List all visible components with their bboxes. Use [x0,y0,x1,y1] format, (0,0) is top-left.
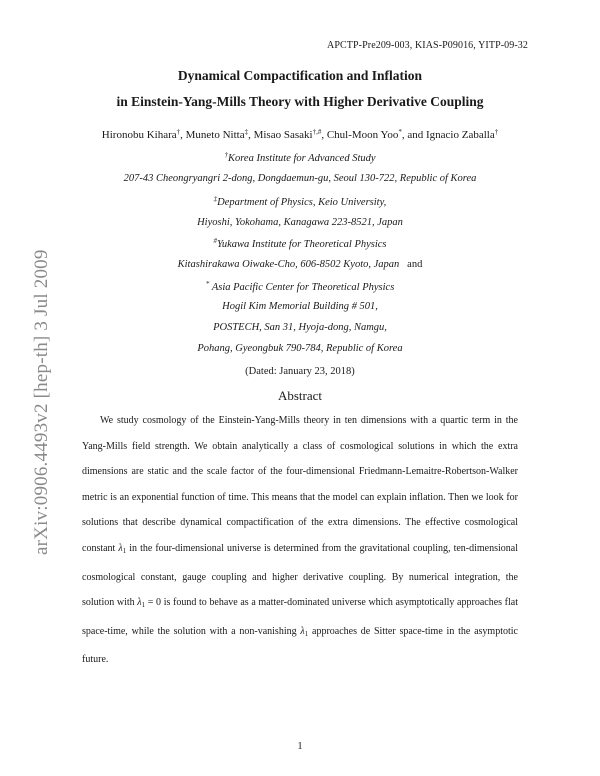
report-number: APCTP-Pre209-003, KIAS-P09016, YITP-09-32 [327,40,528,51]
math-subscript: 1 [122,546,127,555]
affiliation-conjunction: and [407,259,423,270]
abstract-heading: Abstract [277,388,323,403]
author-list [40,128,560,141]
affiliation-text: Department of Physics, Keio University, [217,197,387,208]
author-name: Muneto Nitta [185,129,245,141]
author-affiliation-mark: † [176,128,181,136]
abstract-text: We study cosmology of the Einstein-Yang-Mills theory in ten dimensions with a quartic term in the Yang-Mills field strength. We obtain analytically a class of cosmological solutions in which the extra dimensions are static and the scale factor of the four-dimensional Friedmann-Lemaitre-Robertson-Walker metric is an exponential function of time. This means that the model can explain inflation. Then we look for solutions that describe dynamical compactification of the extra dimensions. The effective cosmological constant [82,415,518,554]
math-subscript: 1 [304,629,309,638]
math-symbol: λ [137,597,142,609]
date-line: (Dated: January 23, 2018) [245,366,355,377]
affiliation-line [60,217,540,228]
math-subscript: 1 [141,601,146,610]
affiliation-line [60,173,540,184]
paper-title-line-2: in Einstein-Yang-Mills Theory with Higher Derivative Coupling [116,94,484,109]
abstract-text: in the four-dimensional universe is determined from the gravitational coupling, ten-dimensional cosmological constant, gauge coupling and higher derivative coupling. By numerical integration, the solution with [82,542,519,609]
affiliation-text: Korea Institute for Advanced Study [227,153,376,164]
affiliation-text: POSTECH, San 31, Hyoja-dong, Namgu, [213,322,387,333]
arxiv-identifier-stamp[interactable]: arXiv:0906.4493v2 [hep-th] 3 Jul 2009 [31,249,52,555]
author-name: Misao Sasaki [253,129,313,141]
page-number: 1 [297,741,303,752]
math-lambda [137,597,145,608]
affiliation-text: 207-43 Cheongryangri 2-dong, Dongdaemun-gu, Seoul 130-722, Republic of Korea [123,173,477,184]
affiliation-line [60,195,540,208]
affiliation-mark: ‡ [213,195,218,203]
affiliation-mark: # [213,237,217,245]
affiliation-text: Hiyoshi, Yokohama, Kanagawa 223-8521, Japan [197,217,403,228]
author-name: Hironobu Kihara [101,129,177,141]
math-symbol: λ [118,542,123,554]
author-name: Ignacio Zaballa [426,129,495,141]
author-affiliation-mark: †,# [312,128,322,136]
affiliation-line [60,301,540,312]
affiliation-line [60,237,540,250]
affiliation-text: Yukawa Institute for Theoretical Physics [216,239,387,250]
abstract-body [82,408,518,673]
affiliation-text: Kitashirakawa Oiwake-Cho, 606-8502 Kyoto, Japan [177,259,400,270]
abstract-text: = 0 is found to behave as a matter-dominated universe which asymptotically approaches flat space-time, while the solution with a non-vanishing [82,597,518,637]
author-separator: , [248,129,254,141]
affiliation-line [60,322,540,333]
author-affiliation-mark: † [494,128,499,136]
paper-title-line-1: Dynamical Compactification and Inflation [177,68,423,83]
author-separator: , [321,129,327,141]
author-name: Chul-Moon Yoo [326,129,399,141]
affiliation-text: Hogil Kim Memorial Building # 501, [222,301,378,312]
affiliation-text: Asia Pacific Center for Theoretical Physics [211,282,395,293]
abstract-text: approaches de Sitter space-time in the asymptotic future. [82,625,518,666]
affiliation-mark: † [224,151,228,159]
affiliation-line [60,343,540,354]
author-separator: , [180,129,186,141]
author-separator: , and [401,129,426,141]
math-symbol: λ [300,625,305,637]
affiliation-line [60,259,540,270]
affiliation-text: Pohang, Gyeongbuk 790-784, Republic of Korea [197,343,403,354]
affiliation-line [60,151,540,164]
author-affiliation-mark: * [398,128,402,136]
affiliation-mark: * [205,280,210,288]
affiliation-line [60,280,540,293]
author-affiliation-mark: ‡ [244,128,249,136]
